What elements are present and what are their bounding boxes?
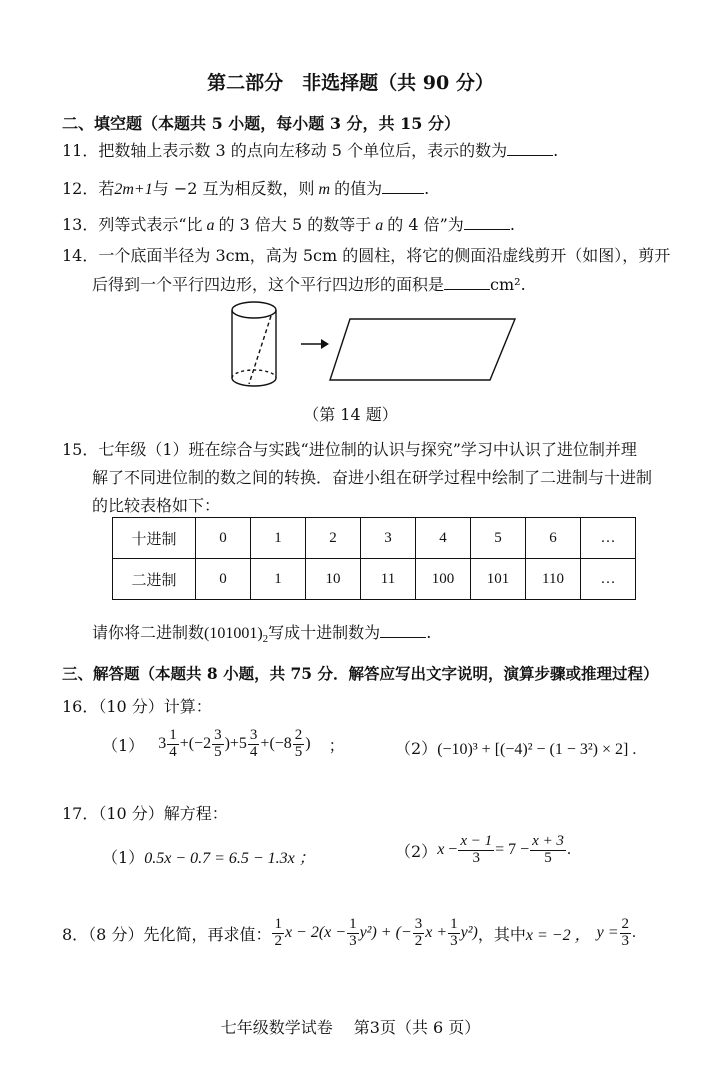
q18-expression: $\frac{1}{2}$ x − 2(x − $\frac{1}{3}$ y²) + (− $\frac{3}{2}$ x + $\frac{1}{3}$ y²) [274, 916, 478, 949]
part-title: 第二部分 非选择题（共 90 分） [207, 72, 494, 94]
row-label-decimal: 十进制 [113, 518, 196, 559]
page-footer: 七年级数学试卷 第3页（共 6 页） [220, 1018, 481, 1037]
q16-2-label: （2） [395, 739, 438, 758]
table-cell: … [581, 518, 636, 559]
radix-comparison-table [112, 517, 636, 600]
q15-subscript: 2 [262, 633, 269, 646]
q17-2-label: （2） [395, 841, 438, 861]
table-cell: 5 [471, 518, 526, 559]
q12-answer-blank [382, 179, 424, 194]
question-14-line1: 14．一个底面半径为 3cm，高为 5cm 的圆柱，将它的侧面沿虚线剪开（如图），剪开 [62, 246, 671, 265]
question-12 [62, 176, 429, 199]
cylinder-figure [232, 302, 276, 386]
q18-x-value: x = −2 ， [525, 926, 591, 944]
table-cell: 100 [416, 559, 471, 600]
q13-a1: a [206, 217, 215, 234]
q17-part1 [102, 845, 315, 868]
q17-1-expression: 0.5x − 0.7 = 6.5 − 1.3x ； [144, 850, 315, 867]
q18-prefix: 8．（8 分）先化简，再求值： [62, 924, 272, 944]
question-16: 16．（10 分）计算： [62, 697, 212, 716]
table-cell: 101 [471, 559, 526, 600]
q15-end: . [426, 623, 432, 642]
section3-heading: 三、解答题（本题共 8 小题，共 75 分．解答应写出文字说明，演算步骤或推理过程） [62, 664, 659, 683]
table-cell: 10 [306, 559, 361, 600]
q17-2-expression: x − $\frac{x - 1}{3}$ = 7 − $\frac{x + 3}{5}$ . [437, 833, 571, 866]
parallelogram-figure [330, 319, 515, 380]
table-cell: 2 [306, 518, 361, 559]
question-13 [62, 212, 515, 235]
q13-answer-blank [464, 215, 510, 230]
q12-suffix: 的值为 [334, 179, 383, 198]
q18-y-label: y = [596, 924, 619, 942]
question-18: 8．（8 分）先化简，再求值： $\frac{1}{2}$ x − 2(x − $\frac{1}{3}$ y²) + (− $\frac{3}{2}$ x + $\frac{1}{3}$ y²) ，其中 x = −2 ， y = $\frac{2}{3}$ . [62, 916, 636, 949]
question-15-line3: 的比较表格如下： [92, 496, 221, 515]
q17-1-label: （1） [102, 848, 145, 867]
table-cell: 11 [361, 559, 416, 600]
table-cell: 1 [251, 559, 306, 600]
question-15-ask [92, 620, 431, 645]
q15-binary-number: (101001) [204, 625, 263, 642]
q18-y-fraction: $\frac{2}{3}$ [621, 916, 629, 949]
question-11 [62, 138, 558, 161]
q14-answer-blank [444, 275, 490, 290]
q14-unit: cm². [490, 275, 526, 294]
q11-text: 11．把数轴上表示数 3 的点向左移动 5 个单位后，表示的数为 [62, 141, 508, 160]
q12-mid: 与 −2 互为相反数，则 [152, 179, 315, 198]
table-cell: 4 [416, 518, 471, 559]
q16-1-semicolon: ； [328, 735, 345, 755]
q18-where: ，其中 [477, 924, 526, 944]
table-cell: 110 [526, 559, 581, 600]
table-row [113, 518, 636, 559]
q13-mid: 的 3 倍大 5 的数等于 [218, 215, 372, 234]
q14-caption: （第 14 题） [303, 405, 398, 424]
table-cell: … [581, 559, 636, 600]
q14-line2-text: 后得到一个平行四边形，这个平行四边形的面积是 [92, 275, 445, 294]
q16-1-label: （1） [102, 735, 145, 755]
table-row [113, 559, 636, 600]
q12-prefix: 12．若 [62, 179, 115, 198]
q15-answer-blank [380, 623, 426, 638]
q16-2-expression: (−10)³ + [(−4)² − (1 − 3²) × 2] . [437, 741, 637, 758]
q11-end: . [553, 141, 559, 160]
q17-part2 [395, 834, 571, 867]
q15-ask-prefix: 请你将二进制数 [92, 623, 205, 642]
question-15-line2: 解了不同进位制的数之间的转换．奋进小组在研学过程中绘制了二进制与十进制 [92, 468, 653, 487]
q14-figure [225, 292, 525, 392]
arrow-icon [301, 339, 329, 349]
q13-prefix: 13．列等式表示“比 [62, 215, 203, 234]
q16-1-expression: 3 $\frac{1}{4}$ +(−2 $\frac{3}{5}$ )+5 $\frac{3}{4}$ +(−8 $\frac{2}{5}$ ) [158, 727, 311, 760]
question-15-line1: 15．七年级（1）班在综合与实践“进位制的认识与探究”学习中认识了进位制并理 [62, 440, 637, 459]
q15-ask-suffix: 写成十进制数为 [268, 623, 381, 642]
table-cell: 0 [196, 559, 251, 600]
q13-suffix: 的 4 倍”为 [387, 215, 464, 234]
question-17: 17．（10 分）解方程： [62, 804, 228, 823]
q11-answer-blank [507, 141, 553, 156]
table-cell: 1 [251, 518, 306, 559]
q13-a2: a [375, 217, 384, 234]
q12-var: m [318, 181, 331, 198]
row-label-binary: 二进制 [113, 559, 196, 600]
table-cell: 6 [526, 518, 581, 559]
q16-part2 [395, 736, 636, 759]
section2-heading: 二、填空题（本题共 5 小题，每小题 3 分，共 15 分） [62, 114, 460, 133]
q12-end: . [424, 179, 430, 198]
table-cell: 0 [196, 518, 251, 559]
table-cell: 3 [361, 518, 416, 559]
q13-end: . [509, 215, 515, 234]
q12-expr: 2m+1 [114, 181, 153, 198]
q16-part1 [102, 728, 345, 761]
